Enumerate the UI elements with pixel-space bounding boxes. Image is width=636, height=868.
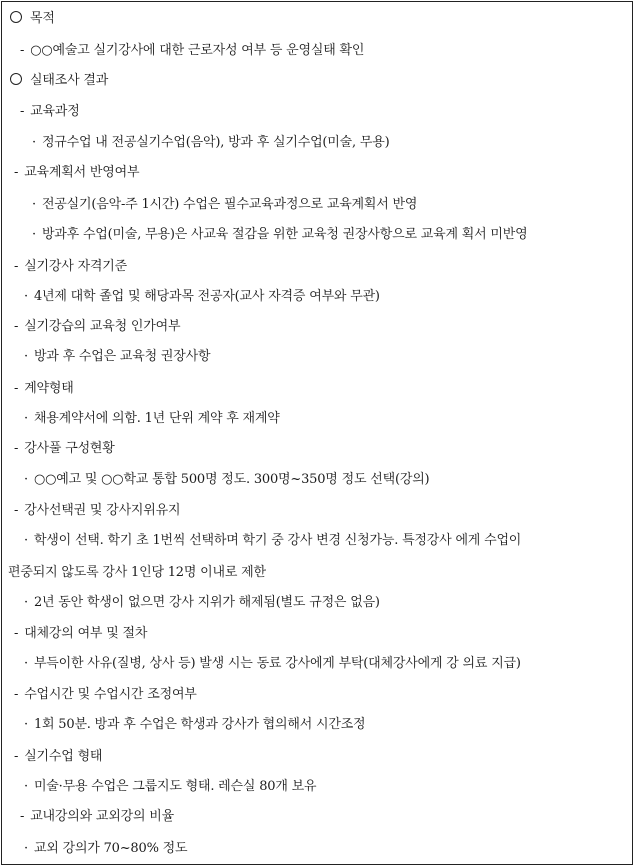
circle-bullet-icon [10, 11, 22, 23]
document-line [2, 128, 632, 158]
document-line [2, 190, 632, 220]
document-line [2, 526, 632, 556]
line-text: 실기강사 자격기준 [24, 259, 127, 274]
line-text: 실태조사 결과 [30, 73, 109, 88]
document-line [2, 220, 632, 250]
document-line [2, 434, 632, 464]
line-text: 교육과정 [30, 104, 80, 119]
document-line [2, 374, 632, 404]
line-text: 대체강의 여부 및 절차 [24, 626, 148, 641]
dot-bullet: · [24, 349, 28, 364]
dash-bullet: - [14, 687, 19, 702]
dot-bullet: · [24, 289, 28, 304]
line-text: 교외 강의가 70~80% 정도 [33, 841, 188, 856]
line-text: 채용계약서에 의함. 1년 단위 계약 후 재계약 [33, 411, 280, 426]
document-line [2, 496, 632, 526]
document-line [2, 680, 632, 710]
line-text: 목적 [30, 11, 55, 26]
dot-bullet: · [32, 197, 36, 212]
document-line [2, 312, 632, 342]
dash-bullet: - [20, 809, 25, 824]
document-line [2, 158, 632, 188]
circle-bullet-icon [10, 73, 22, 85]
document-line [2, 282, 632, 312]
document-line [2, 558, 632, 588]
dash-bullet: - [20, 104, 25, 119]
line-text: 4년제 대학 졸업 및 해당과목 전공자(교사 자격증 여부와 무관) [33, 289, 380, 304]
document-line [2, 252, 632, 282]
dash-bullet: - [14, 749, 19, 764]
dash-bullet: - [14, 626, 19, 641]
document-line [2, 742, 632, 772]
document-line [2, 588, 632, 618]
line-text: 강사풀 구성현황 [24, 441, 115, 456]
document-line [2, 802, 632, 832]
dot-bullet: · [24, 472, 28, 487]
line-text: 2년 동안 학생이 없으면 강사 지위가 해제됨(별도 규정은 없음) [33, 595, 380, 610]
line-text: 미술·무용 수업은 그룹지도 형태. 레슨실 80개 보유 [33, 779, 317, 794]
line-text: 부득이한 사유(질병, 상사 등) 발생 시는 동료 강사에게 부탁(대체강사에게 강 의료 지급) [33, 656, 521, 671]
document-line [2, 465, 632, 495]
document-line [2, 772, 632, 802]
line-text: 계약형태 [24, 381, 74, 396]
dash-bullet: - [20, 43, 25, 58]
dash-bullet: - [14, 165, 19, 180]
line-text: 교내강의와 교외강의 비율 [30, 809, 175, 824]
line-text: 정규수업 내 전공실기수업(음악), 방과 후 실기수업(미술, 무용) [41, 135, 390, 150]
document-line [2, 404, 632, 434]
line-text: 방과 후 수업은 교육청 권장사항 [33, 349, 211, 364]
line-text: 학생이 선택. 학기 초 1번씩 선택하며 학기 중 강사 변경 신청가능. 특정강사 에게 수업이 [33, 533, 522, 548]
document-line [2, 97, 632, 127]
line-text: ○○예술고 실기강사에 대한 근로자성 여부 등 운영실태 확인 [30, 43, 365, 58]
document-line [2, 342, 632, 372]
dash-bullet: - [14, 259, 19, 274]
line-text: 실기강습의 교육청 인가여부 [24, 319, 181, 334]
document-line [2, 619, 632, 649]
dash-bullet: - [14, 441, 19, 456]
line-text: 강사선택권 및 강사지위유지 [24, 503, 181, 518]
dot-bullet: · [24, 656, 28, 671]
line-text: 수업시간 및 수업시간 조정여부 [24, 687, 197, 702]
document-line [2, 710, 632, 740]
dot-bullet: · [24, 411, 28, 426]
document-line [2, 4, 632, 34]
line-text: 1회 50분. 방과 후 수업은 학생과 강사가 협의해서 시간조정 [33, 717, 366, 732]
document-frame [1, 1, 633, 865]
dot-bullet: · [32, 227, 36, 242]
dot-bullet: · [32, 135, 36, 150]
line-text: 전공실기(음악-주 1시간) 수업은 필수교육과정으로 교육계획서 반영 [41, 197, 418, 212]
dot-bullet: · [24, 533, 28, 548]
line-text: 실기수업 형태 [24, 749, 103, 764]
line-text: 교육계획서 반영여부 [24, 165, 140, 180]
document-line [2, 66, 632, 96]
dot-bullet: · [24, 779, 28, 794]
dash-bullet: - [14, 503, 19, 518]
document-line [2, 834, 632, 864]
line-text: ○○예고 및 ○○학교 통합 500명 정도. 300명~350명 정도 선택(강의) [33, 472, 430, 487]
dot-bullet: · [24, 841, 28, 856]
document-line [2, 36, 632, 66]
dash-bullet: - [14, 381, 19, 396]
document-line [2, 649, 632, 679]
dot-bullet: · [24, 717, 28, 732]
dash-bullet: - [14, 319, 19, 334]
line-text: 방과후 수업(미술, 무용)은 사교육 절감을 위한 교육청 권장사항으로 교육계 획서 미반영 [41, 227, 528, 242]
dot-bullet: · [24, 595, 28, 610]
line-text: 편중되지 않도록 강사 1인당 12명 이내로 제한 [8, 565, 266, 580]
